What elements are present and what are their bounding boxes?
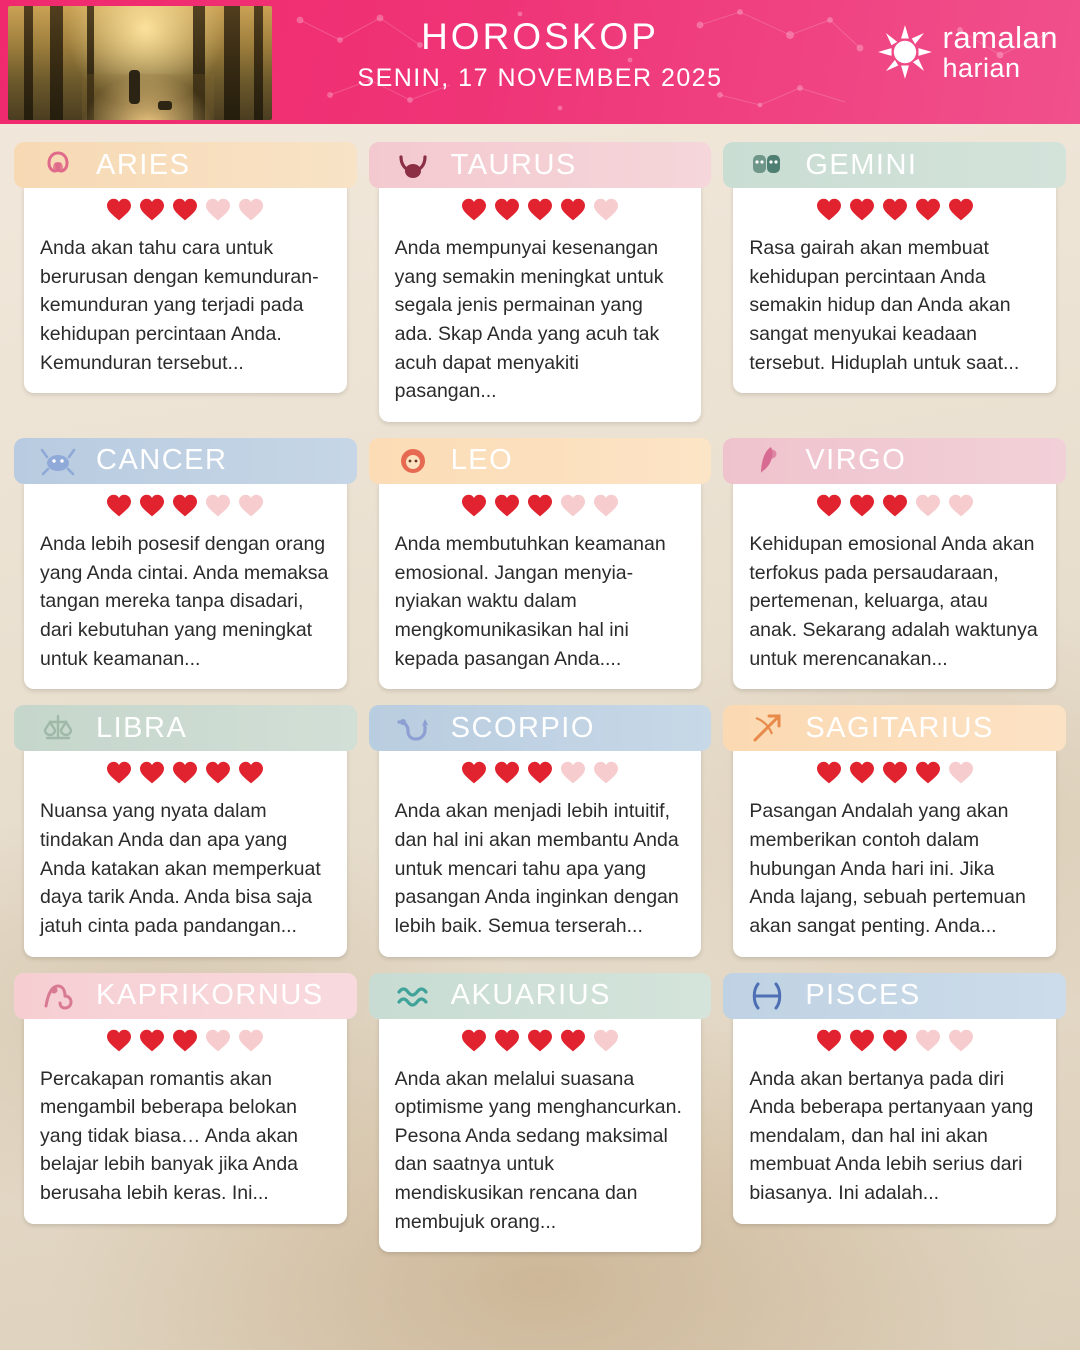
zodiac-body — [379, 1011, 702, 1253]
heart-icon — [560, 198, 586, 222]
zodiac-header-taurus — [369, 142, 712, 188]
brand-line-1: ramalan — [942, 20, 1058, 55]
zodiac-name: GEMINI — [805, 148, 918, 181]
heart-icon — [816, 198, 842, 222]
heart-icon — [948, 494, 974, 518]
heart-icon — [849, 1029, 875, 1053]
page-date: SENIN, 17 NOVEMBER 2025 — [357, 64, 723, 92]
horoscope-grid — [0, 124, 1080, 1262]
heart-icon — [593, 761, 619, 785]
zodiac-body — [733, 476, 1056, 689]
zodiac-name: SCORPIO — [450, 711, 595, 744]
heart-icon — [915, 761, 941, 785]
zodiac-header-pisces — [723, 973, 1066, 1019]
heart-icon — [172, 198, 198, 222]
heart-icon — [172, 1029, 198, 1053]
heart-icon — [816, 494, 842, 518]
heart-icon — [593, 1029, 619, 1053]
cancer-crab-icon — [38, 441, 78, 481]
heart-icon — [527, 494, 553, 518]
zodiac-name: ARIES — [96, 148, 191, 181]
love-rating — [749, 198, 1040, 222]
virgo-maiden-icon — [747, 441, 787, 481]
heart-icon — [527, 1029, 553, 1053]
zodiac-name: KAPRIKORNUS — [96, 979, 324, 1011]
zodiac-description: Anda mempunyai kesenangan yang semakin meningkat untuk segala jenis permainan yang ada. Skap Anda yang acuh tak acuh dapat menyakiti pasangan... — [394, 237, 664, 403]
heart-icon — [882, 1029, 908, 1053]
heart-icon — [816, 761, 842, 785]
heart-icon — [238, 761, 264, 785]
heart-icon — [560, 1029, 586, 1053]
zodiac-description: Rasa gairah akan membuat kehidupan percintaan Anda semakin hidup dan Anda akan sangat menyukai keadaan tersebut. Hiduplah untuk saat... — [749, 237, 1020, 374]
libra-scales-icon — [38, 708, 78, 748]
heart-icon — [560, 761, 586, 785]
aries-ram-icon — [38, 145, 78, 185]
heart-icon — [238, 1029, 264, 1053]
zodiac-header-virgo — [723, 438, 1066, 484]
zodiac-description: Anda akan menjadi lebih intuitif, dan hal ini akan membantu Anda untuk mencari tahu apa yang pasangan Anda inginkan dengan lebih baik. Semua terserah... — [394, 800, 679, 937]
heart-icon — [494, 761, 520, 785]
zodiac-name: SAGITARIUS — [805, 711, 994, 744]
love-rating — [749, 494, 1040, 518]
zodiac-description: Anda akan melalui suasana optimisme yang menghancurkan. Pesona Anda sedang maksimal dan saatnya untuk mendiskusikan rencana dan membujuk orang... — [394, 1067, 682, 1233]
love-rating — [395, 761, 686, 785]
heart-icon — [527, 761, 553, 785]
zodiac-card-kaprikornus[interactable] — [14, 973, 357, 1253]
heart-icon — [948, 198, 974, 222]
scorpio-scorpion-icon — [393, 708, 433, 748]
heart-icon — [139, 1029, 165, 1053]
heart-icon — [205, 494, 231, 518]
zodiac-body — [24, 1011, 347, 1224]
zodiac-header-aries — [14, 142, 357, 188]
zodiac-body — [24, 476, 347, 689]
zodiac-description: Anda akan bertanya pada diri Anda beberapa pertanyaan yang mendalam, dan hal ini akan membuat Anda lebih serius dari biasanya. Ini adalah... — [749, 1067, 1034, 1205]
heart-icon — [205, 198, 231, 222]
zodiac-card-aries[interactable] — [14, 142, 357, 422]
heart-icon — [494, 1029, 520, 1053]
sun-icon — [877, 24, 933, 80]
zodiac-card-sagitarius[interactable] — [723, 705, 1066, 956]
zodiac-description: Anda akan tahu cara untuk berurusan dengan kemunduran-kemunduran yang terjadi pada kehidupan percintaan Anda. Kemunduran tersebut... — [40, 237, 319, 374]
zodiac-name: LIBRA — [96, 711, 188, 744]
zodiac-body — [733, 180, 1056, 393]
zodiac-name: LEO — [450, 444, 514, 477]
zodiac-card-cancer[interactable] — [14, 438, 357, 689]
zodiac-card-virgo[interactable] — [723, 438, 1066, 689]
zodiac-description: Kehidupan emosional Anda akan terfokus pada persaudaraan, pertemenan, keluarga, atau anak. Sekarang adalah waktunya untuk merencanakan... — [749, 532, 1038, 670]
heart-icon — [593, 494, 619, 518]
heart-icon — [106, 494, 132, 518]
zodiac-body — [379, 476, 702, 689]
zodiac-description: Pasangan Andalah yang akan memberikan contoh dalam hubungan Anda hari ini. Jika Anda lajang, sebuah pertemuan akan sangat penting. Anda... — [749, 800, 1026, 937]
zodiac-body — [733, 743, 1056, 956]
aquarius-water-icon — [393, 976, 433, 1016]
zodiac-card-akuarius[interactable] — [369, 973, 712, 1253]
love-rating — [749, 761, 1040, 785]
heart-icon — [172, 494, 198, 518]
zodiac-body — [24, 180, 347, 393]
zodiac-name: VIRGO — [805, 444, 907, 477]
zodiac-body — [379, 180, 702, 422]
heart-icon — [106, 198, 132, 222]
heart-icon — [238, 494, 264, 518]
zodiac-description: Anda membutuhkan keamanan emosional. Jangan menyia-nyiakan waktu dalam mengkomunikasikan hal ini kepada pasangan Anda.... — [394, 532, 666, 670]
love-rating — [395, 494, 686, 518]
taurus-bull-icon — [393, 145, 433, 185]
love-rating — [40, 198, 331, 222]
zodiac-description: Anda lebih posesif dengan orang yang Anda cintai. Anda memaksa tangan mereka tanpa disadari, dari kebutuhan yang meningkat untuk keamanan... — [40, 532, 329, 670]
heart-icon — [139, 494, 165, 518]
zodiac-card-gemini[interactable] — [723, 142, 1066, 422]
heart-icon — [461, 494, 487, 518]
heart-icon — [205, 1029, 231, 1053]
zodiac-card-libra[interactable] — [14, 705, 357, 956]
zodiac-description: Percakapan romantis akan mengambil beberapa belokan yang tidak biasa… Anda akan belajar lebih banyak jika Anda berusaha lebih keras. Ini... — [40, 1067, 299, 1205]
heart-icon — [882, 198, 908, 222]
heart-icon — [139, 198, 165, 222]
zodiac-name: AKUARIUS — [450, 979, 611, 1011]
zodiac-card-leo[interactable] — [369, 438, 712, 689]
heart-icon — [238, 198, 264, 222]
love-rating — [40, 761, 331, 785]
heart-icon — [205, 761, 231, 785]
pisces-fish-icon — [747, 976, 787, 1016]
heart-icon — [593, 198, 619, 222]
brand-logo — [877, 22, 1059, 82]
zodiac-description: Nuansa yang nyata dalam tindakan Anda dan apa yang Anda katakan akan memperkuat daya tarik Anda. Anda bisa saja jatuh cinta pada pandangan... — [40, 800, 321, 937]
zodiac-header-kaprikornus — [14, 973, 357, 1019]
capricorn-goat-icon — [38, 976, 78, 1016]
heart-icon — [461, 198, 487, 222]
love-rating — [40, 494, 331, 518]
heart-icon — [915, 1029, 941, 1053]
heart-icon — [882, 494, 908, 518]
zodiac-header-sagitarius — [723, 705, 1066, 751]
heart-icon — [948, 761, 974, 785]
sagitarius-bow-icon — [747, 708, 787, 748]
love-rating — [395, 1029, 686, 1053]
love-rating — [40, 1029, 331, 1053]
zodiac-header-libra — [14, 705, 357, 751]
zodiac-name: TAURUS — [450, 148, 577, 181]
heart-icon — [948, 1029, 974, 1053]
gemini-masks-icon — [747, 145, 787, 185]
zodiac-header-scorpio — [369, 705, 712, 751]
heart-icon — [560, 494, 586, 518]
heart-icon — [882, 761, 908, 785]
heart-icon — [461, 761, 487, 785]
zodiac-header-cancer — [14, 438, 357, 484]
page-title: HOROSKOP — [421, 16, 659, 57]
heart-icon — [527, 198, 553, 222]
heart-icon — [461, 1029, 487, 1053]
page-header — [0, 0, 1080, 124]
heart-icon — [849, 761, 875, 785]
heart-icon — [849, 494, 875, 518]
leo-lion-icon — [393, 441, 433, 481]
heart-icon — [816, 1029, 842, 1053]
zodiac-card-taurus[interactable] — [369, 142, 712, 422]
zodiac-header-akuarius — [369, 973, 712, 1019]
heart-icon — [139, 761, 165, 785]
heart-icon — [106, 1029, 132, 1053]
heart-icon — [172, 761, 198, 785]
love-rating — [749, 1029, 1040, 1053]
zodiac-body — [24, 743, 347, 956]
heart-icon — [849, 198, 875, 222]
heart-icon — [106, 761, 132, 785]
heart-icon — [494, 494, 520, 518]
zodiac-header-gemini — [723, 142, 1066, 188]
heart-icon — [915, 494, 941, 518]
zodiac-card-scorpio[interactable] — [369, 705, 712, 956]
heart-icon — [494, 198, 520, 222]
brand-line-2: harian — [942, 53, 1021, 83]
zodiac-header-leo — [369, 438, 712, 484]
zodiac-body — [379, 743, 702, 956]
love-rating — [395, 198, 686, 222]
zodiac-card-pisces[interactable] — [723, 973, 1066, 1253]
zodiac-name: PISCES — [805, 979, 921, 1011]
zodiac-name: CANCER — [96, 444, 228, 477]
heart-icon — [915, 198, 941, 222]
zodiac-body — [733, 1011, 1056, 1224]
